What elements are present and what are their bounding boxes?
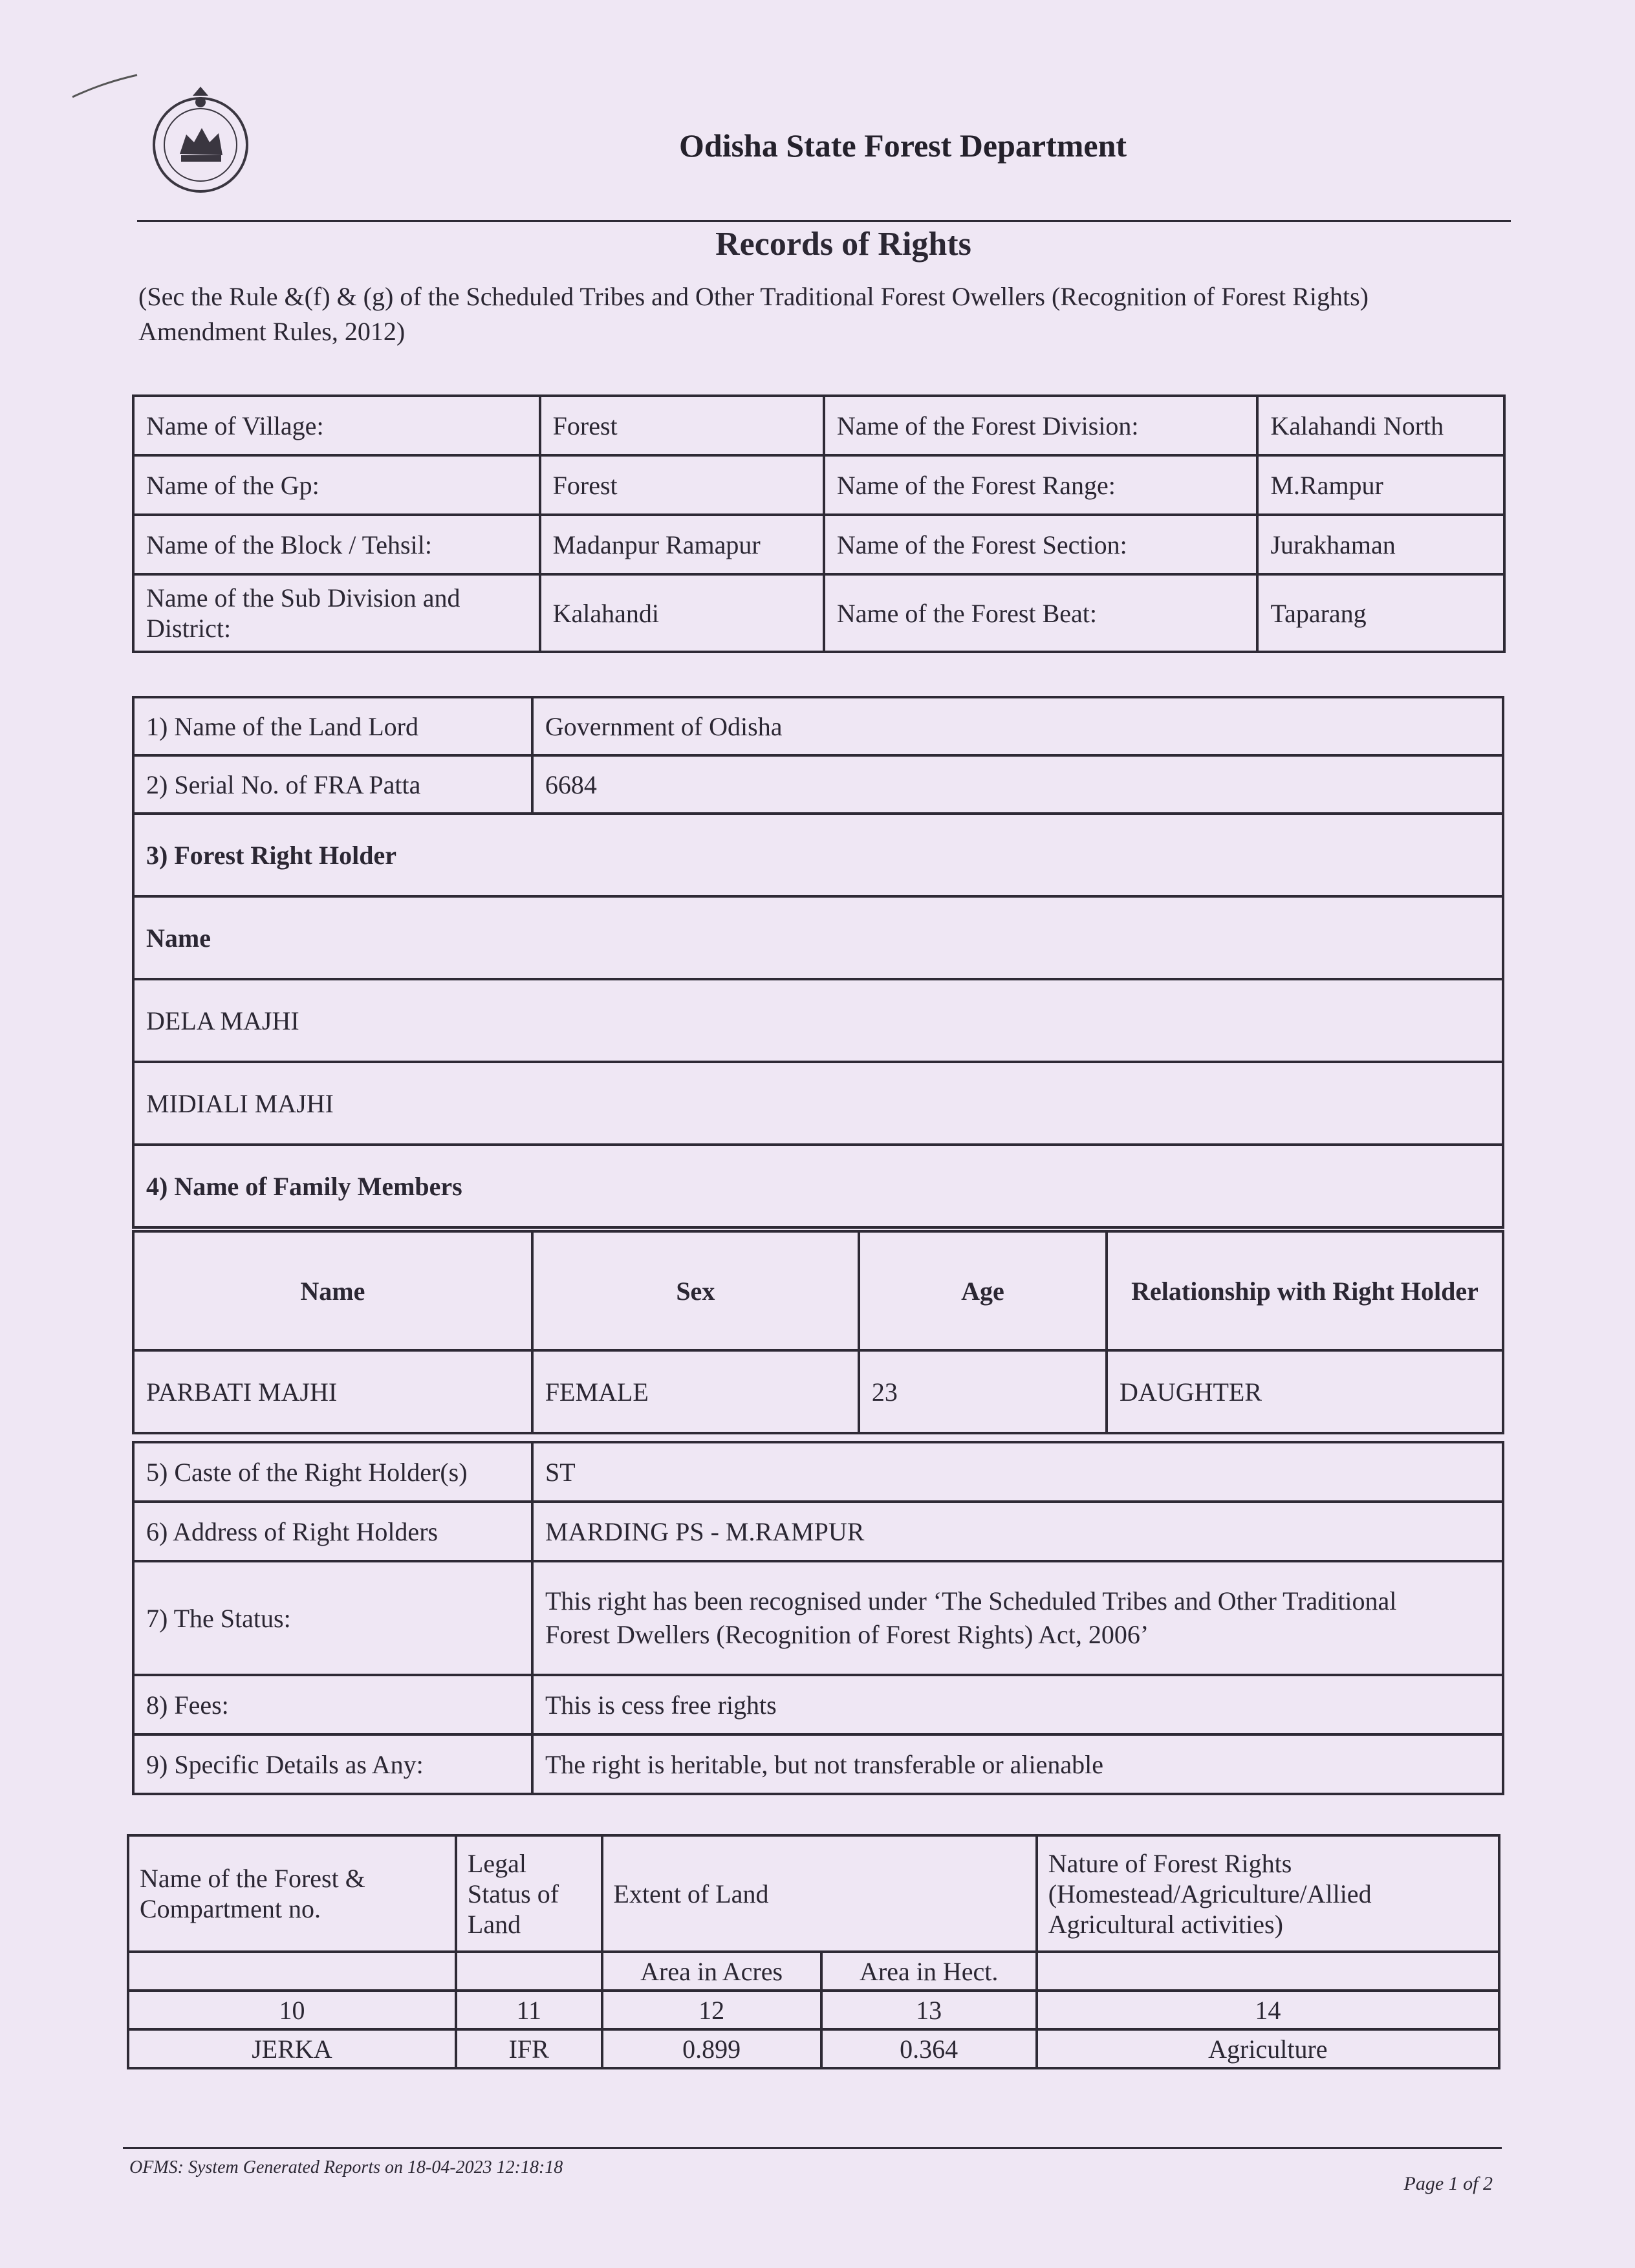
- village-value: Forest: [540, 396, 824, 455]
- table-row: [133, 814, 1503, 896]
- family-row: [133, 1350, 1503, 1433]
- table-row: [133, 1675, 1503, 1734]
- details-label: 9) Specific Details as Any:: [133, 1734, 532, 1794]
- land-col-legal: Legal Status of Land: [456, 1835, 602, 1952]
- block-label: Name of the Block / Tehsil:: [133, 515, 540, 574]
- holder-heading: 3) Forest Right Holder: [133, 814, 1503, 896]
- name-heading: Name: [133, 896, 1503, 979]
- caste-label: 5) Caste of the Right Holder(s): [133, 1442, 532, 1502]
- odisha-emblem-icon: [147, 83, 254, 199]
- family-col-age: Age: [859, 1231, 1107, 1350]
- location-row: [133, 515, 1504, 574]
- rights-nature: Agriculture: [1037, 2029, 1499, 2068]
- family-table: [132, 1230, 1504, 1434]
- table-row: [133, 1561, 1503, 1675]
- location-row: [133, 455, 1504, 515]
- address-value: MARDING PS - M.RAMPUR: [532, 1502, 1503, 1561]
- area-acres: 0.899: [602, 2029, 821, 2068]
- table-row: [133, 1734, 1503, 1794]
- details-table: [132, 1441, 1504, 1795]
- land-col-extent: Extent of Land: [602, 1835, 1037, 1952]
- land-header-row: [128, 1835, 1499, 1952]
- land-subheader-row: [128, 1952, 1499, 1991]
- holder-name: MIDIALI MAJHI: [133, 1062, 1503, 1145]
- division-value: Kalahandi North: [1257, 396, 1504, 455]
- land-lord-label: 1) Name of the Land Lord: [133, 697, 532, 755]
- col-number: 12: [602, 1991, 821, 2029]
- table-row: [133, 1502, 1503, 1561]
- holder-row: [133, 979, 1503, 1062]
- section-label: Name of the Forest Section:: [824, 515, 1258, 574]
- legal-status: IFR: [456, 2029, 602, 2068]
- family-header-row: [133, 1231, 1503, 1350]
- details-value: The right is heritable, but not transferable or alienable: [532, 1734, 1503, 1794]
- pen-mark-icon: [70, 71, 141, 101]
- status-label: 7) The Status:: [133, 1561, 532, 1675]
- col-number: 10: [128, 1991, 456, 2029]
- forest-name: JERKA: [128, 2029, 456, 2068]
- block-value: Madanpur Ramapur: [540, 515, 824, 574]
- page-subtitle: (Sec the Rule &(f) & (g) of the Scheduled Tribes and Other Traditional Forest Owellers (Recognition of Forest Rights) Amendment Rules, 2012): [138, 282, 1369, 346]
- record-table: [132, 696, 1504, 1229]
- member-sex: FEMALE: [532, 1350, 859, 1433]
- division-label: Name of the Forest Division:: [824, 396, 1258, 455]
- land-col-hect: Area in Hect.: [821, 1952, 1037, 1991]
- generated-timestamp: OFMS: System Generated Reports on 18-04-2023 12:18:18: [129, 2157, 563, 2177]
- location-row: [133, 396, 1504, 455]
- family-col-relation: Relationship with Right Holder: [1107, 1231, 1503, 1350]
- family-col-sex: Sex: [532, 1231, 859, 1350]
- table-row: [133, 697, 1503, 755]
- land-number-row: [128, 1991, 1499, 2029]
- address-label: 6) Address of Right Holders: [133, 1502, 532, 1561]
- location-row: [133, 574, 1504, 652]
- area-hect: 0.364: [821, 2029, 1037, 2068]
- fees-value: This is cess free rights: [532, 1675, 1503, 1734]
- land-table: [127, 1834, 1500, 2069]
- section-value: Jurakhaman: [1257, 515, 1504, 574]
- land-col-nature: Nature of Forest Rights (Homestead/Agriculture/Allied Agricultural activities): [1037, 1835, 1499, 1952]
- subdivision-value: Kalahandi: [540, 574, 824, 652]
- subdivision-label: Name of the Sub Division and District:: [133, 574, 540, 652]
- table-row: [133, 896, 1503, 979]
- location-table: [132, 394, 1506, 653]
- fees-label: 8) Fees:: [133, 1675, 532, 1734]
- col-number: 11: [456, 1991, 602, 2029]
- land-blank-cell: [128, 1952, 456, 1991]
- holder-name: DELA MAJHI: [133, 979, 1503, 1062]
- range-label: Name of the Forest Range:: [824, 455, 1258, 515]
- holder-row: [133, 1062, 1503, 1145]
- land-blank-cell: [456, 1952, 602, 1991]
- serial-value: 6684: [532, 755, 1503, 814]
- page-number: Page 1 of 2: [1403, 2173, 1493, 2194]
- land-blank-cell: [1037, 1952, 1499, 1991]
- serial-label: 2) Serial No. of FRA Patta: [133, 755, 532, 814]
- beat-label: Name of the Forest Beat:: [824, 574, 1258, 652]
- header-rule: [137, 220, 1511, 222]
- village-label: Name of Village:: [133, 396, 540, 455]
- land-row: [128, 2029, 1499, 2068]
- department-name: Odisha State Forest Department: [679, 127, 1127, 164]
- member-relation: DAUGHTER: [1107, 1350, 1503, 1433]
- family-col-name: Name: [133, 1231, 532, 1350]
- status-line: Forest Dwellers (Recognition of Forest Rights) Act, 2006’: [545, 1620, 1149, 1649]
- family-heading: 4) Name of Family Members: [133, 1145, 1503, 1227]
- beat-value: Taparang: [1257, 574, 1504, 652]
- status-line: This right has been recognised under ‘The Scheduled Tribes and Other Traditional: [545, 1586, 1397, 1615]
- footer-rule: [123, 2147, 1502, 2149]
- table-row: [133, 1442, 1503, 1502]
- gp-value: Forest: [540, 455, 824, 515]
- land-lord-value: Government of Odisha: [532, 697, 1503, 755]
- range-value: M.Rampur: [1257, 455, 1504, 515]
- table-row: [133, 1145, 1503, 1227]
- col-number: 13: [821, 1991, 1037, 2029]
- gp-label: Name of the Gp:: [133, 455, 540, 515]
- page-title: Records of Rights: [715, 226, 971, 263]
- member-name: PARBATI MAJHI: [133, 1350, 532, 1433]
- table-row: [133, 755, 1503, 814]
- col-number: 14: [1037, 1991, 1499, 2029]
- caste-value: ST: [532, 1442, 1503, 1502]
- land-col-forest: Name of the Forest & Compartment no.: [128, 1835, 456, 1952]
- member-age: 23: [859, 1350, 1107, 1433]
- status-value: [532, 1561, 1503, 1675]
- land-col-acres: Area in Acres: [602, 1952, 821, 1991]
